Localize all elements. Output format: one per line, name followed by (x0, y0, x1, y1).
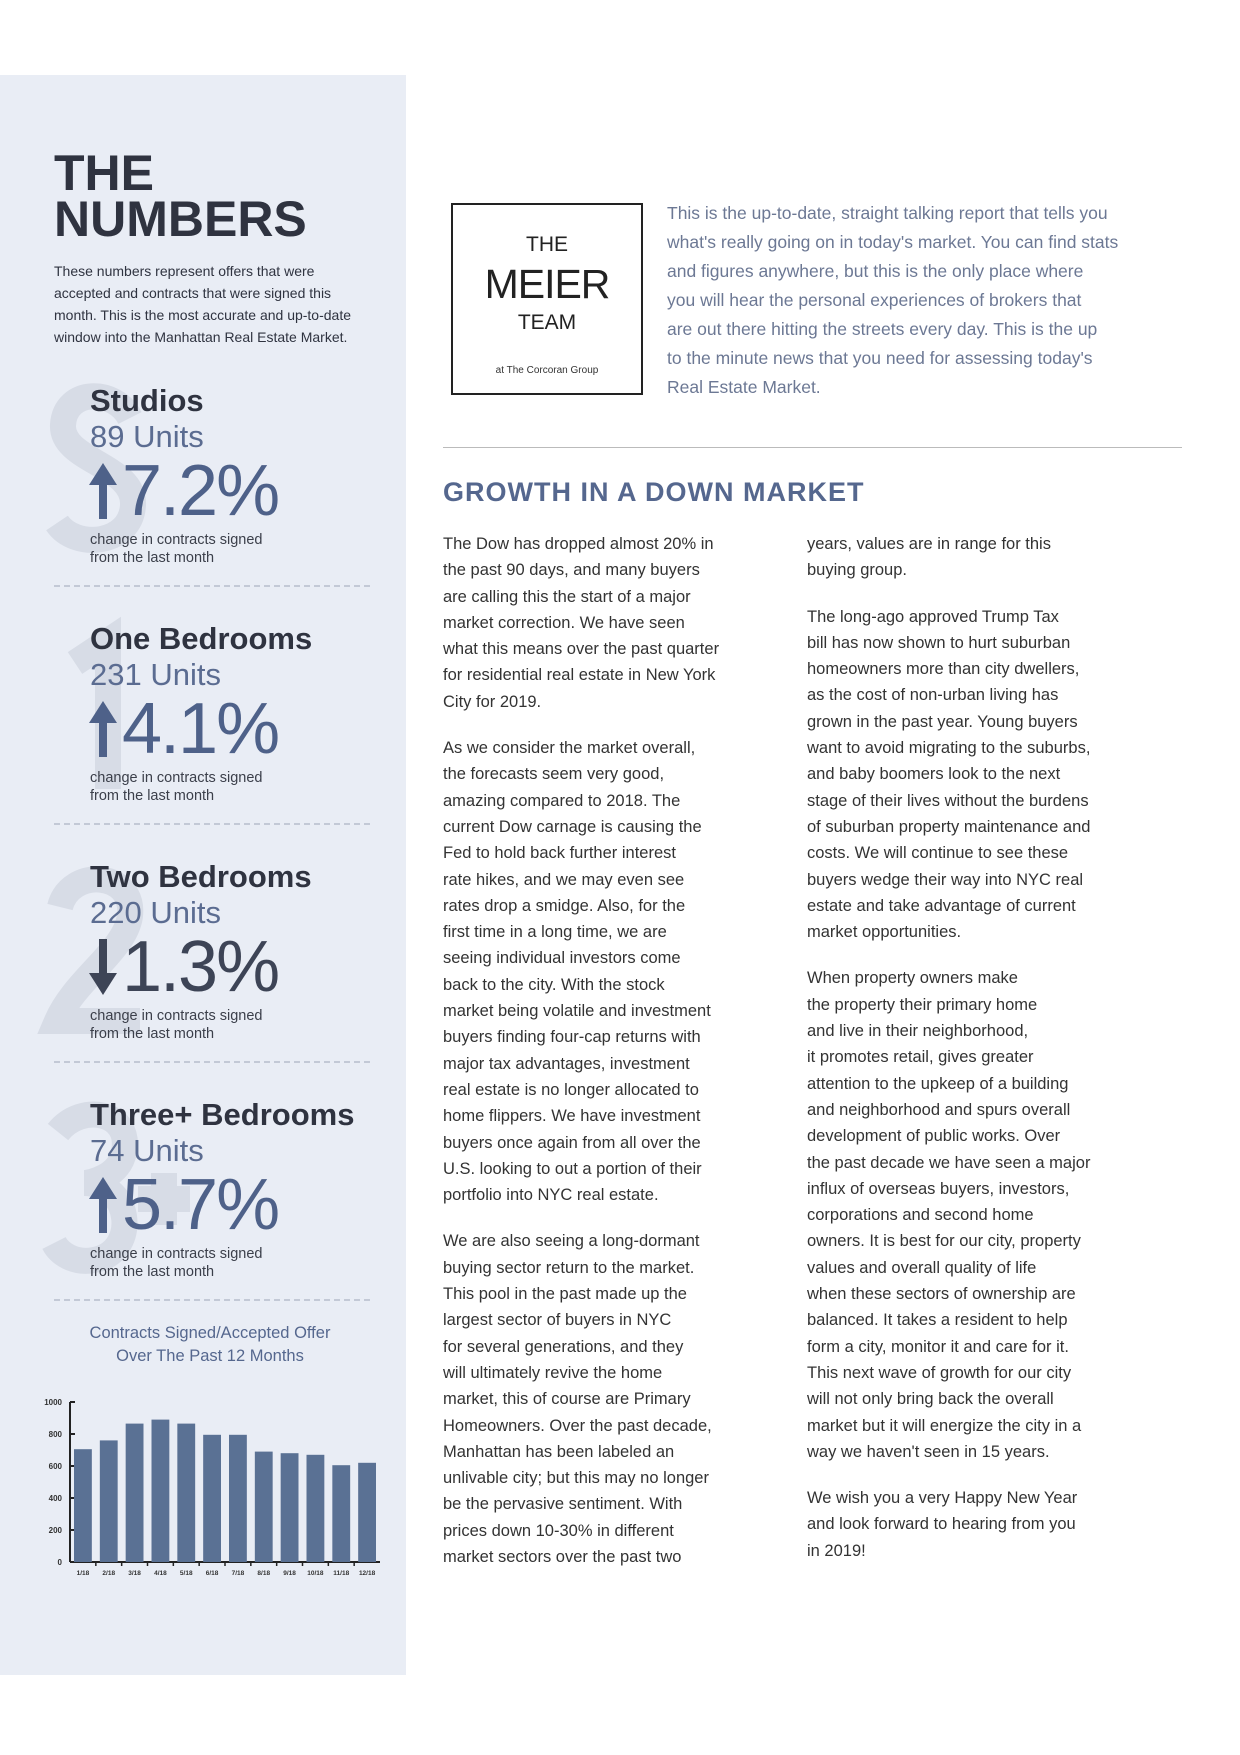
stat-units: 89 Units (90, 419, 204, 454)
x-tick-label: 7/18 (231, 1570, 245, 1577)
x-tick-label: 2/18 (102, 1570, 116, 1577)
arrow-up-icon (88, 1175, 118, 1235)
x-tick-label: 3/18 (128, 1570, 141, 1577)
sidebar-title: THE NUMBERS (54, 145, 307, 247)
article-heading: GROWTH IN A DOWN MARKET (443, 477, 865, 507)
article-paragraph: We are also seeing a long-dormant buying sector return to the market. This pool in the past made up the largest sector of buyers in NYC for several generations, and they will ultimately revive the home market, this of course are Primary Homeowners. Over the past decade, Manhattan has been labeled an unlivable city; but this may no longer be the pervasive sentiment. With prices down 10-30% in different market sectors over the past two (443, 1232, 712, 1566)
y-tick-label: 1000 (44, 1398, 62, 1407)
bar (307, 1455, 325, 1562)
bar (74, 1449, 92, 1562)
article-paragraph: As we consider the market overall, the forecasts seem very good, amazing compared to 2018. The current Dow carnage is causing the Fed to hold back further interest rate hikes, and we may even see rates drop a smidge. Also, for the first time in a long time, we are seeing individual investors come back to the city. With the stock market being volatile and investment buyers finding four-cap returns with major tax advantages, investment real estate is no longer allocated to home flippers. We have investment buyers once again from all over the U.S. looking to out a portion of their portfolio into NYC real estate. (443, 739, 711, 1205)
stat-caption: change in contracts signed from the last month (90, 532, 263, 566)
stat-caption: change in contracts signed from the last month (90, 1246, 263, 1280)
bar (203, 1435, 221, 1562)
stat-name: One Bedrooms (90, 621, 313, 656)
stat-caption: change in contracts signed from the last month (90, 1008, 263, 1042)
article-column-1 (443, 531, 793, 1590)
dashed-divider (54, 823, 370, 825)
article-paragraph: The Dow has dropped almost 20% in the past 90 days, and many buyers are calling this the start of a major market correction. We have seen what this means over the past quarter for residential real estate in New York City for 2019. (443, 535, 720, 711)
article-paragraph: When property owners make the property their primary home and live in their neighborhood, it promotes retail, gives greater attention to the upkeep of a building and neighborhood and spurs overall development of public works. Over the past decade we have seen a major influx of overseas buyers, investors, corporations and second home owners. It is best for our city, property values and overall quality of life when these sectors of ownership are balanced. It takes a resident to help form a city, monitor it and care for it. This next wave of growth for our city will not only bring back the overall market but it will energize the city in a way we haven't seen in 15 years. (807, 969, 1091, 1461)
stat-block (0, 1097, 406, 1335)
dashed-divider (54, 1299, 370, 1301)
bar (177, 1424, 195, 1562)
sidebar-intro: These numbers represent offers that were accepted and contracts that were signed this month. This is the most accurate and up-to-date window into the Manhattan Real Estate Market. (54, 263, 352, 345)
stat-change-row (88, 451, 279, 531)
divider (443, 447, 1182, 448)
stat-name: Studios (90, 383, 204, 418)
bar (255, 1452, 273, 1562)
x-tick-label: 10/18 (307, 1570, 324, 1577)
bar (152, 1420, 170, 1562)
bar (358, 1463, 376, 1562)
stat-change-row (88, 689, 279, 769)
dashed-divider (54, 585, 370, 587)
stat-block (0, 859, 406, 1097)
stat-change: 4.1% (122, 689, 279, 769)
y-tick-label: 600 (48, 1462, 62, 1471)
bar (332, 1465, 350, 1562)
x-tick-label: 9/18 (283, 1570, 296, 1577)
stat-block (0, 621, 406, 859)
x-tick-label: 1/18 (76, 1570, 90, 1577)
arrow-up-icon (88, 461, 118, 521)
logo-line-meier: MEIER (484, 261, 610, 307)
y-tick-label: 0 (57, 1558, 62, 1567)
article-column-2 (807, 531, 1157, 1584)
stat-name: Two Bedrooms (90, 859, 312, 894)
arrow-up-icon (88, 699, 118, 759)
x-tick-label: 5/18 (179, 1570, 193, 1577)
article-paragraph: We wish you a very Happy New Year and look forward to hearing from you in 2019! (807, 1489, 1078, 1560)
y-tick-label: 200 (48, 1526, 62, 1535)
stat-caption: change in contracts signed from the last month (90, 770, 263, 804)
dashed-divider (54, 1061, 370, 1063)
stat-name: Three+ Bedrooms (90, 1097, 355, 1132)
stat-change: 5.7% (122, 1165, 279, 1245)
article-paragraph: years, values are in range for this buying group. (807, 535, 1051, 580)
stat-units: 220 Units (90, 895, 221, 930)
stat-change-row (88, 1165, 279, 1245)
logo-line-team: TEAM (517, 311, 577, 334)
x-tick-label: 4/18 (154, 1570, 167, 1577)
bar (100, 1440, 118, 1562)
contracts-bar-chart (0, 1380, 406, 1580)
y-tick-label: 400 (48, 1494, 62, 1503)
intro-text: This is the up-to-date, straight talking report that tells you what's really going on in today's market. You can find stats and figures anywhere, but this is the only place where you will hear the personal experiences of brokers that are out there hitting the streets every day. This is the up to the minute news that you need for assessing today's Real Estate Market. (667, 203, 1119, 397)
article-paragraph: The long-ago approved Trump Tax bill has now shown to hurt suburban homeowners more than city dwellers, as the cost of non-urban living has grown in the past year. Young buyers want to avoid migrating to the suburbs, and baby boomers look to the next stage of their lives without the burdens of suburban property maintenance and costs. We will continue to see these buyers wedge their way into NYC real estate and take advantage of current market opportunities. (807, 607, 1091, 942)
y-tick-label: 800 (48, 1430, 62, 1439)
logo-line-corcoran: at The Corcoran Group (495, 365, 599, 376)
meier-team-logo (451, 203, 643, 395)
bar (281, 1453, 299, 1562)
stat-units: 74 Units (90, 1133, 204, 1168)
x-tick-label: 6/18 (205, 1570, 219, 1577)
stat-change: 7.2% (122, 451, 279, 531)
stat-change: 1.3% (122, 927, 279, 1007)
arrow-down-icon (88, 937, 118, 997)
bar (126, 1424, 144, 1562)
x-tick-label: 11/18 (333, 1570, 350, 1577)
bar (229, 1435, 247, 1562)
chart-title: Contracts Signed/Accepted Offer Over The Past 12 Months (89, 1324, 331, 1365)
x-tick-label: 12/18 (358, 1570, 376, 1577)
stat-units: 231 Units (90, 657, 221, 692)
x-tick-label: 8/18 (257, 1570, 271, 1577)
stat-change-row (88, 927, 279, 1007)
logo-line-the: THE (526, 233, 568, 256)
stat-block (0, 383, 406, 621)
